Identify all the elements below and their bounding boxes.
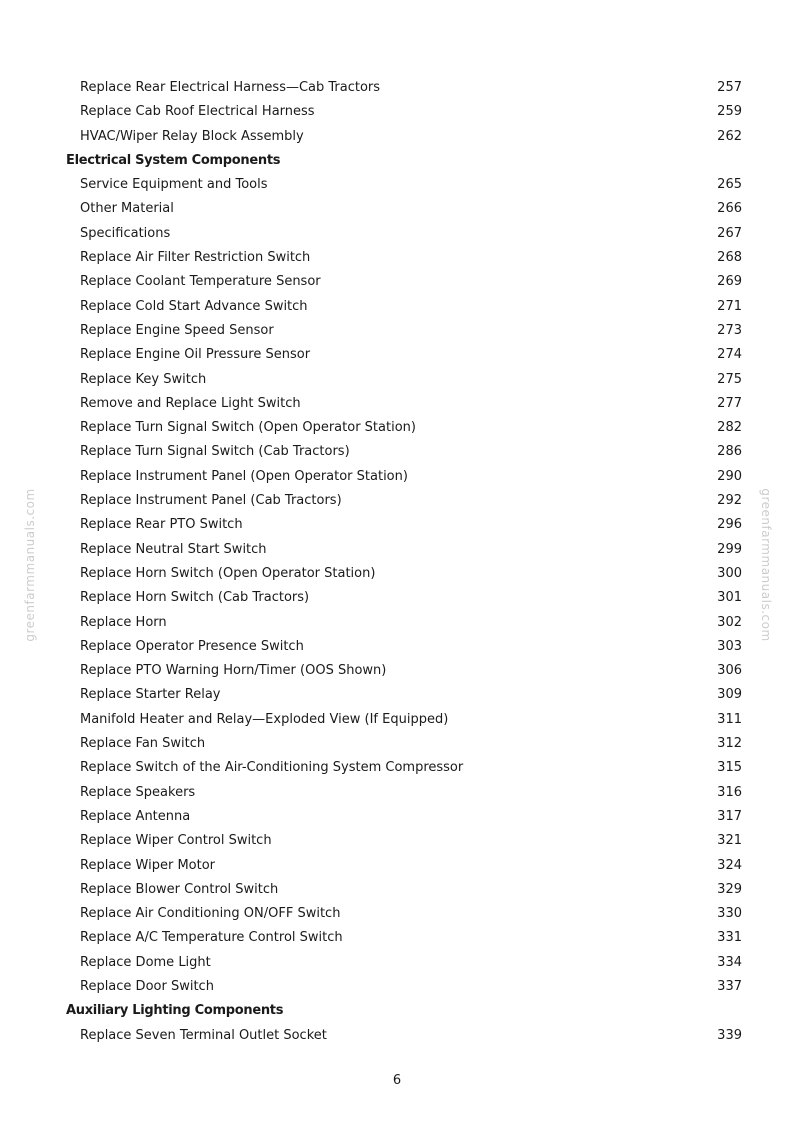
entry-page-number: 337 (717, 978, 742, 994)
entry-page-number: 296 (717, 517, 742, 533)
entry-page-number: 311 (717, 711, 742, 727)
toc-entry[interactable] (0, 659, 794, 683)
entry-title: Specifications (80, 225, 171, 241)
entry-page-number: 321 (717, 833, 742, 849)
toc-entry[interactable] (0, 197, 794, 221)
toc-entry[interactable] (0, 100, 794, 124)
entry-page-number: 303 (717, 638, 742, 654)
entry-page-number: 265 (717, 177, 742, 193)
toc-entry[interactable] (0, 829, 794, 853)
entry-page-number: 300 (717, 565, 742, 581)
toc-entry[interactable] (0, 878, 794, 902)
entry-page-number: 277 (717, 395, 742, 411)
watermark-right: greenfarmmanuals.com (759, 488, 773, 642)
entry-title: Replace Fan Switch (80, 736, 206, 752)
toc-entry[interactable] (0, 926, 794, 950)
entry-page-number: 299 (717, 541, 742, 557)
entry-title: Replace Instrument Panel (Cab Tractors) (80, 493, 342, 509)
entry-page-number: 274 (717, 347, 742, 363)
entry-title: Replace Neutral Start Switch (80, 541, 267, 557)
section-title: Auxiliary Lighting Components (66, 1003, 284, 1019)
entry-page-number: 312 (717, 736, 742, 752)
entry-page-number: 292 (717, 493, 742, 509)
toc-entry[interactable] (0, 173, 794, 197)
entry-title: Replace Wiper Motor (80, 857, 216, 873)
toc-entry[interactable] (0, 635, 794, 659)
toc-entry[interactable] (0, 902, 794, 926)
toc-entry[interactable] (0, 392, 794, 416)
entry-title: Replace Rear Electrical Harness—Cab Tractors (80, 80, 381, 95)
toc-entry[interactable] (0, 295, 794, 319)
toc-entry[interactable] (0, 854, 794, 878)
toc-entry[interactable] (0, 683, 794, 707)
entry-page-number: 268 (717, 250, 742, 266)
toc-entry[interactable] (0, 732, 794, 756)
table-of-contents (0, 76, 794, 1048)
entry-title: Replace Turn Signal Switch (Open Operator Station) (80, 420, 416, 436)
entry-page-number: 329 (717, 881, 742, 897)
entry-page-number: 273 (717, 322, 742, 338)
entry-page-number: 331 (717, 930, 742, 946)
entry-page-number: 275 (717, 371, 742, 387)
entry-title: Replace Rear PTO Switch (80, 517, 243, 533)
entry-title: Replace Horn Switch (Cab Tractors) (80, 590, 310, 606)
entry-page-number: 330 (717, 906, 742, 922)
toc-entry[interactable] (0, 951, 794, 975)
entry-page-number: 290 (717, 468, 742, 484)
entry-title: Replace Door Switch (80, 978, 214, 994)
entry-title: Replace A/C Temperature Control Switch (80, 930, 343, 946)
entry-title: Replace Air Conditioning ON/OFF Switch (80, 906, 341, 922)
entry-title: Replace Speakers (80, 784, 196, 800)
entry-title: HVAC/Wiper Relay Block Assembly (80, 128, 304, 144)
toc-entry[interactable] (0, 781, 794, 805)
toc-entry[interactable] (0, 246, 794, 270)
entry-page-number: 302 (717, 614, 742, 630)
entry-title: Replace Engine Speed Sensor (80, 322, 274, 338)
entry-title: Replace Horn Switch (Open Operator Station) (80, 565, 376, 581)
entry-page-number: 269 (717, 274, 742, 290)
entry-title: Other Material (80, 201, 174, 217)
toc-entry[interactable] (0, 76, 794, 100)
toc-entry[interactable] (0, 489, 794, 513)
entry-page-number: 282 (717, 420, 742, 436)
entry-title: Replace Starter Relay (80, 687, 221, 703)
entry-title: Replace Air Filter Restriction Switch (80, 250, 311, 266)
entry-title: Remove and Replace Light Switch (80, 395, 301, 411)
entry-title: Replace Engine Oil Pressure Sensor (80, 347, 311, 363)
entry-title: Replace Cab Roof Electrical Harness (80, 104, 315, 120)
entry-page-number: 315 (717, 760, 742, 776)
toc-section-heading (0, 149, 794, 173)
entry-title: Replace Instrument Panel (Open Operator Station) (80, 468, 408, 484)
section-title: Electrical System Components (66, 152, 281, 168)
entry-title: Service Equipment and Tools (80, 177, 268, 193)
entry-page-number: 339 (717, 1027, 742, 1043)
entry-title: Replace Coolant Temperature Sensor (80, 274, 321, 290)
entry-page-number: 267 (717, 225, 742, 241)
entry-title: Replace Wiper Control Switch (80, 833, 272, 849)
toc-entry[interactable] (0, 586, 794, 610)
entry-title: Replace Dome Light (80, 954, 211, 970)
toc-entry[interactable] (0, 805, 794, 829)
entry-page-number: 324 (717, 857, 742, 873)
entry-page-number: 271 (717, 298, 742, 314)
entry-page-number: 286 (717, 444, 742, 460)
entry-title: Replace PTO Warning Horn/Timer (OOS Shown) (80, 663, 387, 679)
toc-entry[interactable] (0, 708, 794, 732)
entry-page-number: 317 (717, 808, 742, 824)
entry-page-number: 257 (717, 80, 742, 95)
toc-entry[interactable] (0, 465, 794, 489)
toc-entry[interactable] (0, 270, 794, 294)
entry-title: Replace Horn (80, 614, 167, 630)
toc-entry[interactable] (0, 222, 794, 246)
entry-title: Manifold Heater and Relay—Exploded View (If Equipped) (80, 711, 449, 727)
toc-section-heading (0, 999, 794, 1023)
entry-page-number: 259 (717, 104, 742, 120)
entry-page-number: 334 (717, 954, 742, 970)
entry-page-number: 316 (717, 784, 742, 800)
toc-entry[interactable] (0, 513, 794, 537)
toc-entry[interactable] (0, 975, 794, 999)
entry-page-number: 309 (717, 687, 742, 703)
toc-entry[interactable] (0, 416, 794, 440)
toc-entry[interactable] (0, 562, 794, 586)
entry-page-number: 262 (717, 128, 742, 144)
entry-page-number: 266 (717, 201, 742, 217)
toc-entry[interactable] (0, 538, 794, 562)
entry-title: Replace Blower Control Switch (80, 881, 279, 897)
entry-title: Replace Key Switch (80, 371, 207, 387)
entry-title: Replace Antenna (80, 808, 191, 824)
entry-title: Replace Seven Terminal Outlet Socket (80, 1027, 327, 1043)
toc-entry[interactable] (0, 319, 794, 343)
toc-entry[interactable] (0, 1024, 794, 1048)
entry-page-number: 301 (717, 590, 742, 606)
entry-title: Replace Operator Presence Switch (80, 638, 304, 654)
entry-page-number: 306 (717, 663, 742, 679)
entry-title: Replace Turn Signal Switch (Cab Tractors) (80, 444, 350, 460)
toc-entry[interactable] (0, 611, 794, 635)
toc-entry[interactable] (0, 343, 794, 367)
entry-title: Replace Cold Start Advance Switch (80, 298, 308, 314)
entry-title: Replace Switch of the Air-Conditioning System Compressor (80, 760, 464, 776)
toc-entry[interactable] (0, 756, 794, 780)
toc-entry[interactable] (0, 125, 794, 149)
toc-entry[interactable] (0, 368, 794, 392)
watermark-left: greenfarmmanuals.com (23, 488, 37, 642)
page-number: 6 (392, 1073, 402, 1088)
toc-entry[interactable] (0, 440, 794, 464)
